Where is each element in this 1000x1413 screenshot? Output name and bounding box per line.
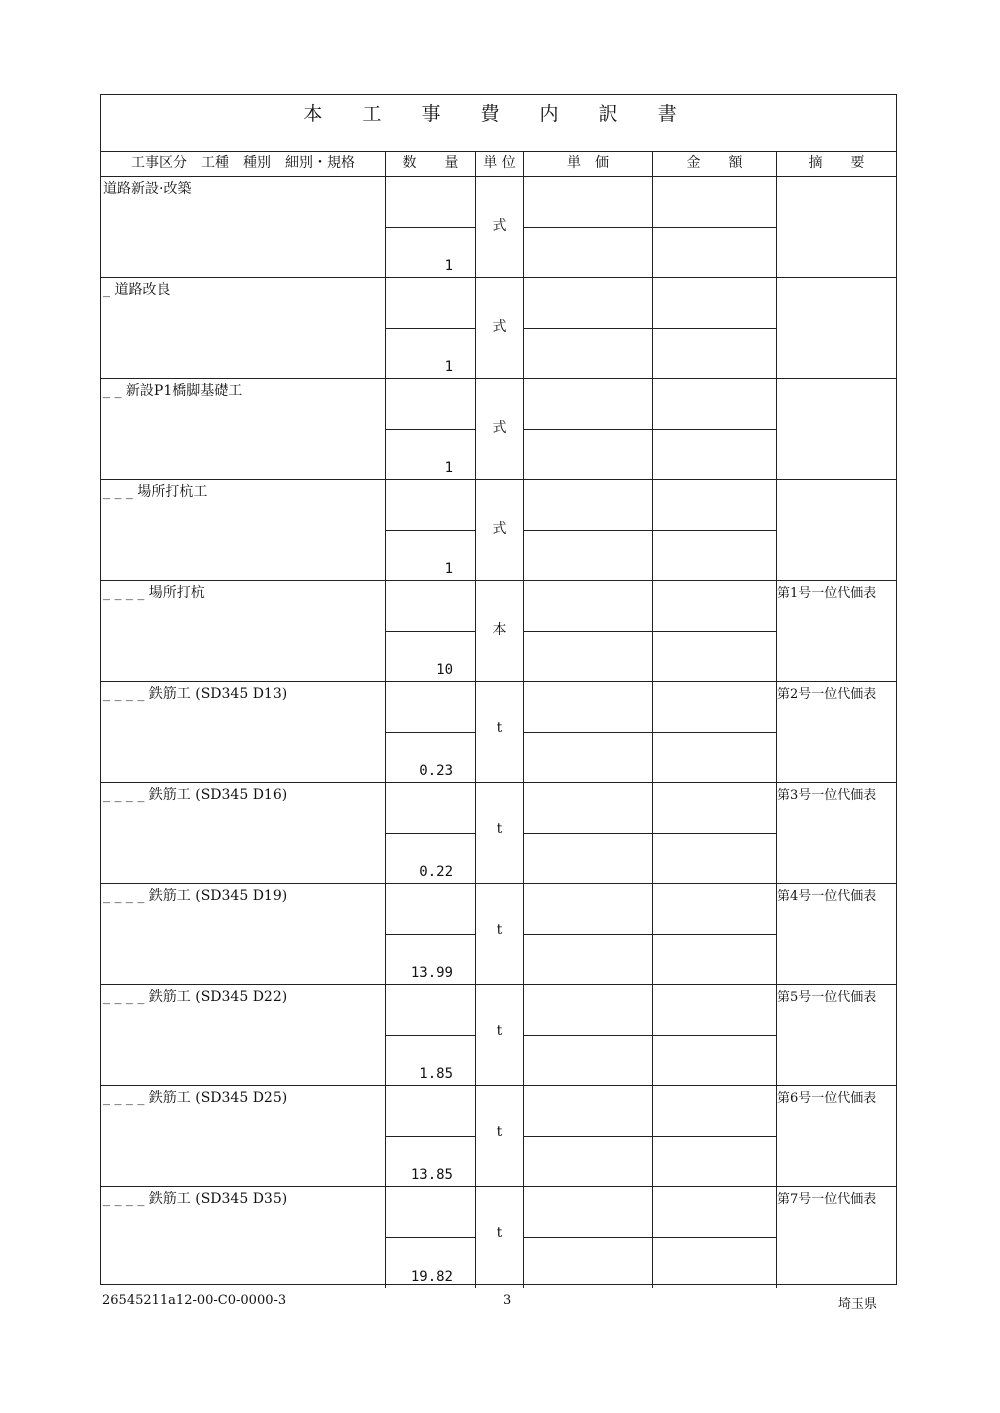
- header-remarks: 摘 要: [777, 152, 896, 177]
- quantity-cell: [386, 682, 476, 782]
- amount-cell: [653, 985, 777, 1085]
- item-name: 道路新設·改築: [101, 177, 386, 277]
- quantity-value: 0.23: [419, 763, 453, 779]
- unit-price-cell: [524, 884, 653, 984]
- header-unit-price: 単 価: [524, 152, 653, 177]
- item-name: _ _ _ _ 鉄筋工 (SD345 D16): [101, 783, 386, 883]
- remarks-cell: 第7号一位代価表: [777, 1192, 877, 1207]
- unit-price-cell: [524, 581, 653, 681]
- remarks-cell: 第6号一位代価表: [777, 1091, 877, 1106]
- item-name: _ _ _ 場所打杭工: [101, 480, 386, 580]
- table-row: [101, 177, 896, 278]
- quantity-value: 13.99: [410, 965, 453, 981]
- page-number: 3: [503, 1293, 512, 1308]
- quantity-value: 0.22: [419, 864, 453, 880]
- item-name: _ _ _ _ 鉄筋工 (SD345 D25): [101, 1086, 386, 1186]
- remarks-cell: [777, 278, 896, 378]
- document-title: 本 工 事 費 内 訳 書: [101, 95, 896, 152]
- table-row: [101, 985, 896, 1086]
- unit-cell: t: [476, 884, 524, 984]
- quantity-value: 1: [444, 359, 453, 375]
- unit-cell: 本: [476, 581, 524, 681]
- quantity-value: 1: [444, 561, 453, 577]
- remarks-cell: 第1号一位代価表: [777, 586, 877, 601]
- quantity-value: 10: [436, 662, 453, 678]
- quantity-cell: [386, 884, 476, 984]
- amount-cell: [653, 480, 777, 580]
- quantity-cell: [386, 480, 476, 580]
- header-item: 工事区分 工種 種別 細別・規格: [101, 152, 386, 177]
- table-row: [101, 884, 896, 985]
- table-row: [101, 682, 896, 783]
- quantity-cell: [386, 278, 476, 378]
- table-row: [101, 379, 896, 480]
- unit-cell: 式: [476, 177, 524, 277]
- remarks-cell: 第2号一位代価表: [777, 687, 877, 702]
- amount-cell: [653, 783, 777, 883]
- document-id: 26545211a12-00-C0-0000-3: [102, 1293, 287, 1308]
- unit-price-cell: [524, 985, 653, 1085]
- issuer-name: 埼玉県: [838, 1297, 878, 1312]
- unit-cell: 式: [476, 480, 524, 580]
- remarks-cell: 第4号一位代価表: [777, 889, 877, 904]
- unit-price-cell: [524, 1187, 653, 1288]
- remarks-cell: [777, 177, 896, 277]
- item-name: _ _ _ _ 鉄筋工 (SD345 D13): [101, 682, 386, 782]
- quantity-cell: [386, 1086, 476, 1186]
- table-row: [101, 1187, 896, 1288]
- unit-price-cell: [524, 1086, 653, 1186]
- unit-price-cell: [524, 783, 653, 883]
- item-name: _ _ _ _ 場所打杭: [101, 581, 386, 681]
- remarks-cell: [777, 379, 896, 479]
- quantity-value: 1: [444, 258, 453, 274]
- unit-cell: 式: [476, 379, 524, 479]
- amount-cell: [653, 1086, 777, 1186]
- unit-price-cell: [524, 177, 653, 277]
- header-quantity: 数 量: [386, 152, 476, 177]
- unit-price-cell: [524, 682, 653, 782]
- amount-cell: [653, 682, 777, 782]
- unit-price-cell: [524, 278, 653, 378]
- quantity-value: 13.85: [410, 1167, 453, 1183]
- item-name: _ _ _ _ 鉄筋工 (SD345 D22): [101, 985, 386, 1085]
- header-unit: 単 位: [476, 152, 524, 177]
- table-row: [101, 1086, 896, 1187]
- unit-price-cell: [524, 379, 653, 479]
- quantity-cell: [386, 581, 476, 681]
- unit-cell: t: [476, 682, 524, 782]
- unit-cell: 式: [476, 278, 524, 378]
- item-name: _ 道路改良: [101, 278, 386, 378]
- quantity-value: 1.85: [419, 1066, 453, 1082]
- item-name: _ _ 新設P1橋脚基礎工: [101, 379, 386, 479]
- quantity-value: 1: [444, 460, 453, 476]
- unit-cell: t: [476, 1086, 524, 1186]
- table-row: [101, 480, 896, 581]
- item-name: _ _ _ _ 鉄筋工 (SD345 D19): [101, 884, 386, 984]
- table-row: [101, 278, 896, 379]
- quantity-cell: [386, 1187, 476, 1288]
- unit-cell: t: [476, 985, 524, 1085]
- quantity-cell: [386, 783, 476, 883]
- amount-cell: [653, 379, 777, 479]
- quantity-value: 19.82: [410, 1269, 453, 1285]
- item-name: _ _ _ _ 鉄筋工 (SD345 D35): [101, 1187, 386, 1288]
- quantity-cell: [386, 985, 476, 1085]
- amount-cell: [653, 581, 777, 681]
- quantity-cell: [386, 379, 476, 479]
- quantity-cell: [386, 177, 476, 277]
- header-amount: 金 額: [653, 152, 777, 177]
- table-row: [101, 581, 896, 682]
- table-row: [101, 783, 896, 884]
- unit-cell: t: [476, 783, 524, 883]
- unit-cell: t: [476, 1187, 524, 1288]
- amount-cell: [653, 1187, 777, 1288]
- remarks-cell: [777, 480, 896, 580]
- amount-cell: [653, 278, 777, 378]
- amount-cell: [653, 884, 777, 984]
- cost-breakdown-sheet: [100, 94, 897, 1285]
- remarks-cell: 第5号一位代価表: [777, 990, 877, 1005]
- unit-price-cell: [524, 480, 653, 580]
- remarks-cell: 第3号一位代価表: [777, 788, 877, 803]
- amount-cell: [653, 177, 777, 277]
